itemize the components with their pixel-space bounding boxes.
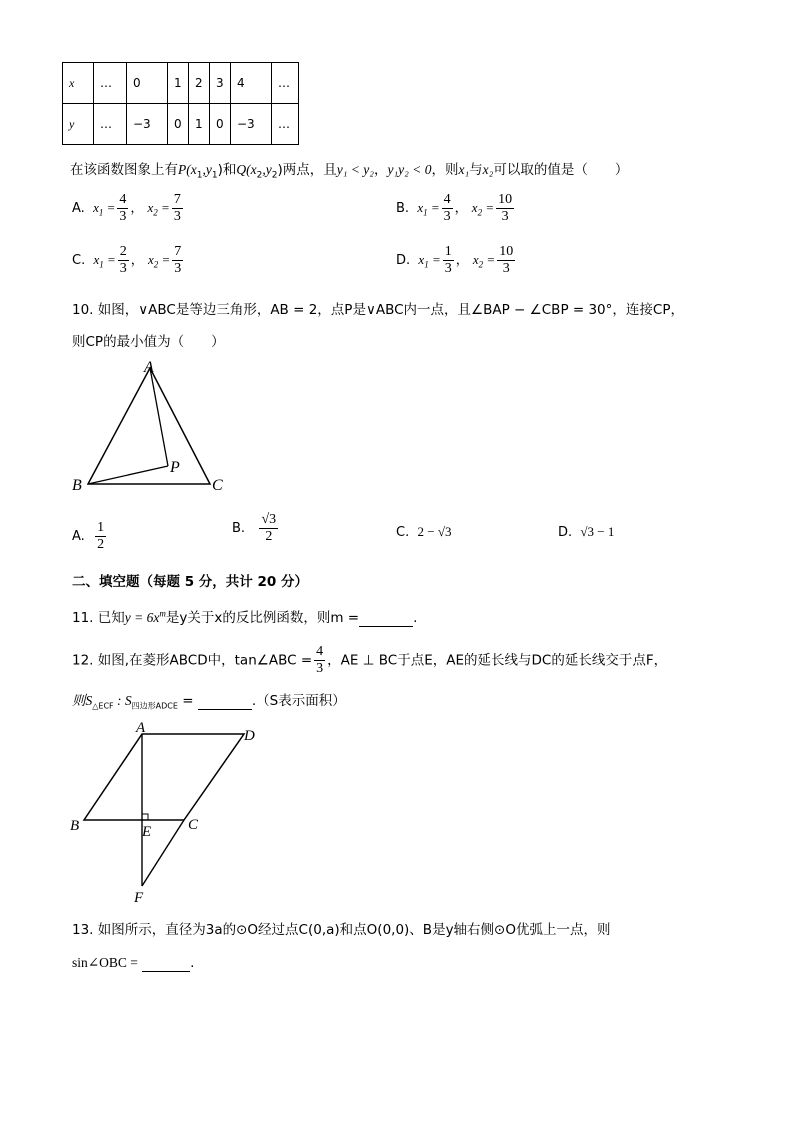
option-letter: A. bbox=[72, 529, 85, 544]
option-letter: C. bbox=[396, 525, 410, 540]
q9-text: )两点，且 bbox=[277, 162, 337, 178]
fraction: $\frac{10}{3}$ bbox=[499, 244, 514, 276]
label-b: B bbox=[72, 477, 82, 494]
values-table bbox=[62, 62, 299, 145]
q12-subscript: △ECF bbox=[92, 701, 114, 711]
fraction: $\frac{4}{3}$ bbox=[443, 192, 451, 224]
point-q-y: ,y bbox=[262, 162, 272, 177]
q13-line1: 13. 如图所示，直径为3a的⊙O经过点C(0,a)和点O(0,0)、B是y轴右侧⊙O优弧上一点，则 bbox=[72, 922, 611, 938]
fraction: $\frac{√3}{2}$ bbox=[261, 512, 277, 544]
option-letter: D. bbox=[558, 525, 573, 540]
label-p: P bbox=[170, 459, 180, 476]
var-x1: x₁ bbox=[458, 162, 470, 177]
var-x2: x₂ bbox=[482, 162, 494, 177]
fraction: $\frac{2}{3}$ bbox=[119, 244, 127, 276]
table-cell: −3 bbox=[127, 104, 168, 145]
option-letter: B. bbox=[396, 201, 410, 216]
table-cell: … bbox=[272, 63, 299, 104]
q11-end: . bbox=[413, 610, 418, 626]
section-title: 二、填空题（每题 5 分，共计 20 分） bbox=[72, 574, 308, 590]
fraction: $\frac{1}{2}$ bbox=[97, 520, 105, 552]
q13-line2 bbox=[72, 955, 194, 972]
table-cell: −3 bbox=[231, 104, 272, 145]
table-cell: 0 bbox=[127, 63, 168, 104]
q10-option-a bbox=[72, 520, 108, 553]
label-f: F bbox=[134, 890, 144, 906]
fraction: $\frac{7}{3}$ bbox=[174, 244, 182, 276]
condition-2: y₁y₂ < 0 bbox=[387, 162, 432, 177]
q12-rhombus-figure bbox=[64, 716, 274, 908]
q10-option-b bbox=[232, 512, 280, 545]
q9-stem: 在该函数图象上有$P(x_1,y_1)$和$Q(x_2,y_2)$两点，且y₁ < y₂，y₁y₂ < 0，则x₁与x₂可以取的值是（ ） bbox=[70, 162, 629, 181]
q10-option-c bbox=[396, 524, 451, 540]
table-cell: 1 bbox=[168, 63, 189, 104]
q12-line1 bbox=[72, 644, 667, 677]
fraction: $\frac{4}{3}$ bbox=[316, 644, 324, 676]
table-cell: 0 bbox=[168, 104, 189, 145]
table-cell: … bbox=[94, 63, 127, 104]
table-cell: … bbox=[272, 104, 299, 145]
option-letter: A. bbox=[72, 201, 85, 216]
table-cell: 1 bbox=[189, 104, 210, 145]
label-e: E bbox=[142, 824, 152, 840]
label-a: A bbox=[144, 359, 154, 376]
q11-text: 11. 已知 bbox=[72, 610, 125, 626]
table-row-x bbox=[63, 63, 299, 104]
option-value: 2 − √3 bbox=[417, 524, 452, 539]
fraction: $\frac{7}{3}$ bbox=[173, 192, 181, 224]
point-q: Q(x bbox=[236, 162, 257, 177]
q9-text: 与 bbox=[469, 162, 483, 178]
q9-text: ，则 bbox=[431, 162, 459, 178]
q9-option-a: A. $x_1$ = $\frac{4}{3}$ ， $x_2$ = $\frac{7}{3}$ bbox=[72, 192, 181, 224]
q9-option-c: C. $x_1$ = $\frac{2}{3}$ ， $x_2$ = $\frac{7}{3}$ bbox=[72, 244, 182, 276]
q11-expression: y = 6x bbox=[124, 610, 160, 625]
table-cell: … bbox=[94, 104, 127, 145]
right-angle-mark bbox=[142, 814, 148, 820]
answer-blank[interactable] bbox=[359, 610, 413, 627]
q11 bbox=[72, 606, 417, 627]
q11-text: 是y关于x的反比例函数，则m = bbox=[165, 610, 360, 626]
rhombus-abcd bbox=[84, 734, 244, 820]
row-label-y: y bbox=[63, 104, 94, 145]
fraction: $\frac{10}{3}$ bbox=[498, 192, 513, 224]
q9-text: )和 bbox=[217, 162, 237, 178]
label-c: C bbox=[188, 817, 199, 833]
fraction: $\frac{4}{3}$ bbox=[119, 192, 127, 224]
q9-option-d: D. $x_1$ = $\frac{1}{3}$ ， $x_2$ = $\frac{10}{3}$ bbox=[396, 244, 514, 276]
q13-text: sin∠OBC = bbox=[72, 955, 138, 970]
table-cell: 3 bbox=[210, 63, 231, 104]
table-row-y bbox=[63, 104, 299, 145]
q9-text: 在该函数图象上有 bbox=[70, 162, 178, 178]
q12-line2 bbox=[72, 689, 346, 712]
segment-bp bbox=[88, 466, 168, 484]
option-letter: C. bbox=[72, 253, 86, 268]
q10-line1: 10. 如图，∨ABC是等边三角形，AB = 2，点P是∨ABC内一点，且∠BAP − ∠CBP = 30°，连接CP， bbox=[72, 302, 684, 318]
q10-line2: 则CP的最小值为（ ） bbox=[72, 334, 225, 350]
q13-end: . bbox=[190, 955, 195, 971]
option-letter: D. bbox=[396, 253, 411, 268]
q9-text: ， bbox=[373, 162, 388, 178]
point-p-y: ,y bbox=[202, 162, 212, 177]
q9-option-b: B. $x_1$ = $\frac{4}{3}$ ， $x_2$ = $\frac{10}{3}$ bbox=[396, 192, 513, 224]
table-cell: 4 bbox=[231, 63, 272, 104]
q12-text: .（S表示面积） bbox=[251, 693, 346, 709]
label-c: C bbox=[212, 477, 223, 494]
q12-text: 则S bbox=[72, 693, 93, 708]
q12-text: = bbox=[177, 693, 194, 709]
label-d: D bbox=[244, 728, 255, 744]
triangle-abc bbox=[88, 368, 210, 484]
q12-subscript: 四边形ADCE bbox=[131, 701, 178, 711]
q11-exponent: m bbox=[159, 608, 166, 619]
table-cell: 2 bbox=[189, 63, 210, 104]
condition-1: y₁ < y₂ bbox=[336, 162, 374, 177]
table-cell: 0 bbox=[210, 104, 231, 145]
q10-option-d bbox=[558, 524, 614, 540]
answer-blank[interactable] bbox=[142, 955, 190, 972]
q9-text: 可以取的值是（ ） bbox=[493, 162, 629, 178]
fraction: $\frac{1}{3}$ bbox=[444, 244, 452, 276]
q12-text: ，AE ⊥ BC于点E，AE的延长线与DC的延长线交于点F， bbox=[327, 652, 668, 669]
q10-triangle-figure bbox=[60, 356, 240, 498]
segment-ap bbox=[150, 368, 168, 466]
option-value: √3 − 1 bbox=[580, 524, 615, 539]
option-letter: B. bbox=[232, 521, 246, 536]
q12-text: 12. 如图,在菱形ABCD中，tan∠ABC = bbox=[72, 652, 313, 669]
q12-text: : S bbox=[113, 693, 132, 708]
row-label-x: x bbox=[63, 63, 94, 104]
answer-blank[interactable] bbox=[198, 693, 252, 710]
label-b: B bbox=[70, 818, 80, 834]
label-a: A bbox=[136, 720, 146, 736]
point-p: P(x bbox=[178, 162, 197, 177]
